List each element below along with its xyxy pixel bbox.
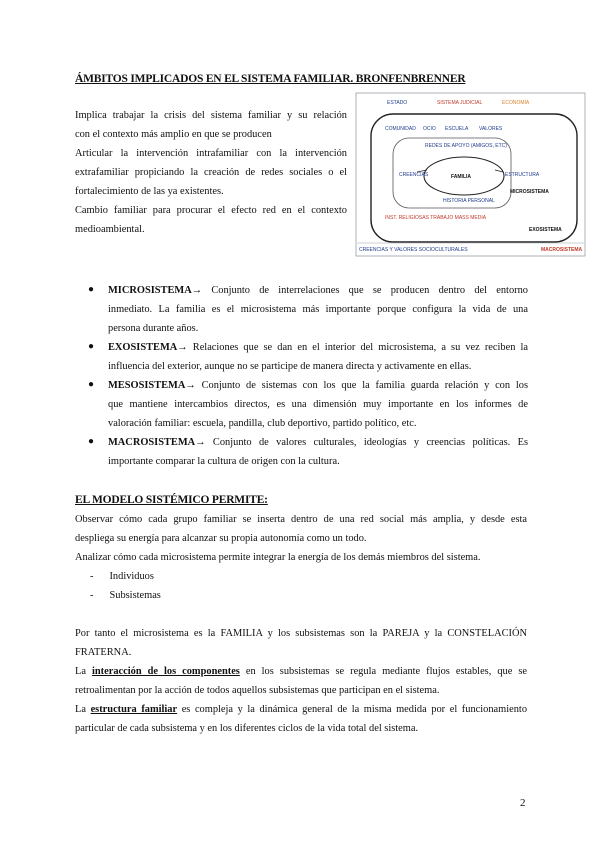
final-text: [75, 624, 527, 738]
page-number: 2: [520, 797, 526, 809]
macrosistema-def-l1: → Conjunto de valores culturales, ideologías y creencias políticas. Es: [195, 437, 528, 448]
final-l5-pre: La: [75, 704, 91, 715]
intro-p2-line2: extrafamiliar propiciando la creación de redes sociales o el: [75, 167, 347, 178]
mesosistema-def-l3: valoración familiar: escuela, pandilla, club deportivo, partido político, etc.: [108, 418, 417, 429]
label-estado: ESTADO: [387, 100, 408, 106]
exosistema-def-l2: influencia del exterior, aunque no se participe de manera directa y activamente en ellas.: [108, 361, 472, 372]
final-line6: particular de cada subsistema y en los diferentes ciclos de la vida total del sistema.: [75, 723, 419, 734]
bullet-icon: ●: [88, 379, 95, 390]
intro-p1-line2: con el contexto más amplio en que se producen: [75, 129, 272, 140]
modelo-line3: Analizar cómo cada microsistema permite integrar la energía de los demás miembros del sistema.: [75, 552, 481, 563]
modelo-line2: despliega su energía para alcanzar su propia autonomía como un todo.: [75, 533, 367, 544]
term-mesosistema: MESOSISTEMA: [108, 380, 186, 391]
list-item: [90, 586, 161, 605]
intro-p2-line1: Articular la intervención intrafamiliar con la intervención: [75, 148, 347, 159]
mesosistema-def-l2: que mantiene intercambios directos, es una dimensión muy importante en los informes de: [108, 399, 528, 410]
macrosistema-def-l2: importante comparar la cultura de origen con la cultura.: [108, 456, 340, 467]
modelo-line1: Observar cómo cada grupo familiar se inserta dentro de una red social más amplia, y desde esta: [75, 514, 527, 525]
label-estructura: ESTRUCTURA: [505, 172, 540, 178]
bullet-icon: ●: [88, 436, 95, 447]
label-ocio: OCIO: [423, 126, 436, 132]
final-l3-pre: La: [75, 666, 92, 677]
bullet-icon: ●: [88, 341, 95, 352]
intro-p1-line1: Implica trabajar la crisis del sistema familiar y su relación: [75, 110, 347, 121]
list-item: [88, 281, 528, 338]
dash-marker: -: [90, 590, 94, 601]
exosistema-def-l1: → Relaciones que se dan en el interior del microsistema, a su vez reciben la: [177, 342, 528, 353]
item-subsistemas: Subsistemas: [109, 590, 161, 601]
list-item: [88, 433, 528, 471]
intro-text: [75, 106, 347, 239]
label-comunidad: COMUNIDAD: [385, 126, 416, 132]
intro-p3-line1: Cambio familiar para procurar el efecto red en el contexto: [75, 205, 347, 216]
label-valores: VALORES: [479, 126, 503, 132]
item-individuos: Individuos: [109, 571, 154, 582]
modelo-sublist: [90, 567, 161, 605]
sistemas-list: [88, 281, 528, 471]
list-item: [88, 376, 528, 433]
label-economia: ECONOMÍA: [502, 100, 530, 106]
modelo-heading: EL MODELO SISTÉMICO PERMITE:: [75, 494, 268, 506]
final-l3-post: en los subsistemas se regula mediante flujos estables, que se: [239, 666, 527, 677]
label-macrosistema: MACROSISTEMA: [541, 247, 583, 253]
final-line4: retroalimentan por la acción de todos aquellos subsistemas que participan en el sistema.: [75, 685, 440, 696]
label-exosistema: EXOSISTEMA: [529, 227, 562, 233]
modelo-text: [75, 510, 527, 567]
section-heading: ÁMBITOS IMPLICADOS EN EL SISTEMA FAMILIAR. BRONFENBRENNER: [75, 73, 466, 85]
label-sistema-judicial: SISTEMA JUDICIAL: [437, 100, 483, 106]
term-macrosistema: MACROSISTEMA: [108, 437, 196, 448]
final-l5-post: es compleja y la dinámica general de la misma medida por el funcionamiento: [177, 704, 528, 715]
label-redes-apoyo: REDES DE APOYO (AMIGOS, ETC): [425, 143, 507, 149]
label-escuela: ESCUELA: [445, 126, 469, 132]
bronfenbrenner-diagram: [355, 92, 587, 258]
microsistema-def-l3: persona durante años.: [108, 323, 199, 334]
dash-marker: -: [90, 571, 94, 582]
intro-p3-line2: medioambiental.: [75, 224, 145, 235]
intro-p2-line3: fortalecimiento de las ya existentes.: [75, 186, 224, 197]
mesosistema-def-l1: → Conjunto de sistemas con los que la familia guarda relación y con los: [185, 380, 528, 391]
label-microsistema: MICROSISTEMA: [510, 189, 549, 195]
microsistema-def-l1: → Conjunto de interrelaciones que se producen dentro del entorno: [191, 285, 528, 296]
bullet-icon: ●: [88, 284, 95, 295]
label-creencias-socioculturales: CREENCIAS Y VALORES SOCIOCULTURALES: [359, 247, 468, 253]
final-line2: FRATERNA.: [75, 647, 132, 658]
final-line1: Por tanto el microsistema es la FAMILIA y los subsistemas son la PAREJA y la CONSTELACIÓN: [75, 628, 527, 639]
label-historia-personal: HISTORIA PERSONAL: [443, 198, 495, 204]
term-microsistema: MICROSISTEMA: [108, 285, 192, 296]
microsistema-def-l2: inmediato. La familia es el microsistema más importante porque configura la vida de una: [108, 304, 528, 315]
list-item: [90, 567, 161, 586]
list-item: [88, 338, 528, 376]
label-familia: FAMILIA: [451, 174, 471, 180]
term-interaccion-componentes: interacción de los componentes: [91, 666, 240, 677]
label-instituciones: INST. RELIGIOSAS TRABAJO MASS MEDIA: [385, 215, 487, 221]
term-exosistema: EXOSISTEMA: [108, 342, 178, 353]
term-estructura-familiar: estructura familiar: [90, 704, 178, 715]
label-creencias: CREENCIAS: [399, 172, 429, 178]
